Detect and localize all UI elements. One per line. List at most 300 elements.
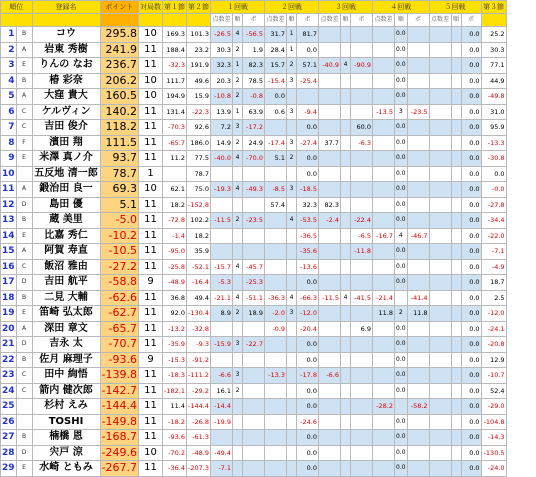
round-1-points[interactable]: -0.8 [243,89,265,105]
round-2-order[interactable]: 3 [287,306,297,322]
league-cell[interactable]: C [16,368,32,384]
round-5-score[interactable] [429,120,451,136]
round-4-score[interactable]: 11.8 [373,306,395,322]
league-cell[interactable]: A [16,321,32,337]
session-1-score[interactable]: 18.2 [163,197,187,213]
round-4-points[interactable] [407,244,429,260]
round-2-order[interactable] [287,197,297,213]
league-cell[interactable]: E [16,58,32,74]
total-points[interactable]: 5.1 [100,197,138,213]
header-rank[interactable]: 順位 [1,1,33,14]
round-5-points[interactable]: 0.0 [461,228,481,244]
round-2-points[interactable]: -18.5 [297,182,319,198]
round-1-order[interactable] [233,414,243,430]
round-2-score[interactable]: -36.3 [265,290,287,306]
round-3-order[interactable] [341,321,351,337]
round-3-score[interactable] [319,151,341,167]
round-4-order[interactable]: 0.0 [395,58,408,74]
round-5-order[interactable] [451,368,461,384]
round-2-order[interactable] [287,352,297,368]
round-5-points[interactable]: 0.0 [461,321,481,337]
player-name[interactable]: 鍛治田 良一 [32,182,100,198]
round-2-order[interactable] [287,430,297,446]
round-3-points[interactable]: 6.9 [351,321,373,337]
round-3-order[interactable] [341,259,351,275]
round-4-score[interactable] [373,445,395,461]
round-2-score[interactable]: -17.4 [265,135,287,151]
session-2-score[interactable]: 186.0 [187,135,211,151]
round-4-order[interactable]: 0.0 [395,182,408,198]
session-3-score[interactable]: 18.7 [481,275,506,291]
round-5-points[interactable]: 0.0 [461,445,481,461]
total-points[interactable]: 140.2 [100,104,138,120]
league-cell[interactable]: F [16,135,32,151]
round-3-points[interactable] [351,104,373,120]
round-4-order[interactable]: 0.0 [395,151,408,167]
round-1-order[interactable]: 2 [233,89,243,105]
session-2-score[interactable]: -9.3 [187,337,211,353]
round-4-points[interactable]: -23.5 [407,104,429,120]
round-3-score[interactable] [319,337,341,353]
round-2-points[interactable]: 0.0 [297,337,319,353]
session-2-score[interactable]: -32.8 [187,321,211,337]
player-name[interactable]: 大窪 貴大 [32,89,100,105]
round-2-order[interactable] [287,383,297,399]
round-5-points[interactable]: 0.0 [461,58,481,74]
total-points[interactable]: 118.2 [100,120,138,136]
round-3-score[interactable]: 37.7 [319,135,341,151]
round-2-score[interactable] [265,275,287,291]
round-2-score[interactable]: 15.7 [265,58,287,74]
round-3-points[interactable] [351,368,373,384]
round-2-order[interactable]: 3 [287,182,297,198]
player-name[interactable]: 吉田 俊介 [32,120,100,136]
player-name[interactable]: 田中 絢悟 [32,368,100,384]
round-1-score[interactable]: 13.9 [211,104,233,120]
games-count[interactable]: 11 [139,135,163,151]
round-5-score[interactable] [429,383,451,399]
round-3-score[interactable] [319,89,341,105]
round-3-score[interactable] [319,120,341,136]
league-cell[interactable]: E [16,228,32,244]
round-3-points[interactable] [351,399,373,415]
round-4-points[interactable] [407,197,429,213]
total-points[interactable]: 69.3 [100,182,138,198]
session-3-score[interactable]: -22.0 [481,228,506,244]
rank-cell[interactable]: 10 [1,166,17,182]
round-4-points[interactable] [407,259,429,275]
session-3-score[interactable]: -24.1 [481,321,506,337]
games-count[interactable]: 10 [139,182,163,198]
round-2-score[interactable] [265,120,287,136]
round-5-order[interactable] [451,58,461,74]
round-3-score[interactable] [319,27,341,43]
round-1-score[interactable] [211,352,233,368]
round-3-order[interactable] [341,461,351,477]
session-3-score[interactable]: -13.3 [481,135,506,151]
rank-cell[interactable]: 29 [1,461,17,477]
round-1-order[interactable]: 4 [233,27,243,43]
round-5-points[interactable]: 0.0 [461,306,481,322]
rank-cell[interactable]: 6 [1,104,17,120]
round-1-points[interactable] [243,414,265,430]
round-4-order[interactable]: 0.0 [395,244,408,260]
round-4-score[interactable] [373,275,395,291]
total-points[interactable]: -5.0 [100,213,138,229]
round-3-score[interactable] [319,414,341,430]
total-points[interactable]: -27.2 [100,259,138,275]
round-3-score[interactable] [319,399,341,415]
round-3-points[interactable]: -11.8 [351,244,373,260]
league-cell[interactable]: B [16,290,32,306]
round-3-order[interactable] [341,182,351,198]
games-count[interactable]: 10 [139,89,163,105]
league-cell[interactable]: E [16,151,32,167]
round-3-points[interactable] [351,306,373,322]
round-3-points[interactable]: -41.5 [351,290,373,306]
session-2-score[interactable]: 23.2 [187,42,211,58]
round-2-points[interactable]: -53.5 [297,213,319,229]
session-1-score[interactable]: -70.3 [163,120,187,136]
round-3-points[interactable] [351,430,373,446]
header-round-4[interactable]: ４回戦 [373,1,430,14]
round-5-order[interactable] [451,182,461,198]
player-name[interactable]: 吉永 太 [32,337,100,353]
rank-cell[interactable]: 14 [1,228,17,244]
player-name[interactable]: 島田 優 [32,197,100,213]
round-2-points[interactable]: -17.8 [297,368,319,384]
round-5-order[interactable] [451,135,461,151]
round-4-score[interactable]: -16.7 [373,228,395,244]
round-1-points[interactable]: -49.3 [243,182,265,198]
round-4-order[interactable] [395,290,408,306]
round-3-order[interactable] [341,352,351,368]
round-5-points[interactable]: 0.0 [461,352,481,368]
round-2-points[interactable]: 0.0 [297,151,319,167]
round-4-score[interactable] [373,368,395,384]
round-2-points[interactable]: -36.5 [297,228,319,244]
round-2-order[interactable] [287,120,297,136]
session-1-score[interactable]: 36.8 [163,290,187,306]
round-2-score[interactable] [265,399,287,415]
session-1-score[interactable]: 111.7 [163,73,187,89]
header-session-2[interactable]: 第２節 [187,1,211,14]
rank-cell[interactable]: 15 [1,244,17,260]
round-3-points[interactable] [351,275,373,291]
round-3-order[interactable] [341,244,351,260]
round-1-points[interactable] [243,352,265,368]
round-2-order[interactable]: 1 [287,27,297,43]
round-3-points[interactable] [351,414,373,430]
round-1-order[interactable]: 4 [233,151,243,167]
session-3-score[interactable]: -4.9 [481,259,506,275]
round-1-score[interactable]: -15.9 [211,337,233,353]
total-points[interactable]: -139.8 [101,368,137,382]
round-4-points[interactable] [407,352,429,368]
round-1-order[interactable] [233,166,243,182]
round-3-points[interactable] [351,42,373,58]
rank-cell[interactable]: 20 [1,321,17,337]
round-4-order[interactable]: 0.0 [395,135,408,151]
round-1-order[interactable]: 4 [233,290,243,306]
round-4-points[interactable]: -58.2 [407,399,429,415]
round-4-points[interactable]: -41.4 [407,290,429,306]
rank-cell[interactable]: 24 [1,383,17,399]
round-1-order[interactable]: 2 [233,73,243,89]
round-4-score[interactable] [373,430,395,446]
league-cell[interactable]: B [16,213,32,229]
session-3-score[interactable]: -30.8 [481,151,506,167]
total-points[interactable]: -62.6 [100,290,138,306]
round-1-score[interactable] [211,321,233,337]
total-points[interactable]: -93.6 [100,352,138,368]
round-3-points[interactable] [351,73,373,89]
round-2-score[interactable]: -13.3 [265,368,287,384]
round-5-order[interactable] [451,197,461,213]
header-round-1[interactable]: １回戦 [211,1,265,14]
round-5-score[interactable] [429,259,451,275]
round-4-points[interactable] [407,120,429,136]
league-cell[interactable]: A [16,244,32,260]
round-5-order[interactable] [451,42,461,58]
round-4-order[interactable]: 0.0 [395,383,408,399]
rank-cell[interactable]: 23 [1,368,17,384]
round-2-order[interactable]: 3 [287,73,297,89]
player-name[interactable]: 濱田 翔 [32,135,100,151]
round-2-points[interactable]: -25.4 [297,73,319,89]
round-4-order[interactable]: 0.0 [395,430,408,446]
session-1-score[interactable]: -13.2 [163,321,187,337]
round-1-points[interactable] [243,445,265,461]
rank-cell[interactable]: 18 [1,290,17,306]
round-2-order[interactable] [287,228,297,244]
round-1-points[interactable] [243,228,265,244]
round-1-order[interactable] [233,445,243,461]
round-4-order[interactable]: 4 [395,228,408,244]
session-2-score[interactable]: -61.3 [187,430,211,446]
games-count[interactable]: 11 [139,259,163,275]
round-1-score[interactable]: 30.3 [211,42,233,58]
round-3-points[interactable]: 60.0 [351,120,373,136]
total-points[interactable]: 241.9 [100,42,138,58]
total-points[interactable]: -144.4 [101,399,137,413]
round-4-score[interactable]: -13.5 [373,104,395,120]
league-cell[interactable]: C [16,120,32,136]
round-3-order[interactable] [341,306,351,322]
session-3-score[interactable]: -104.8 [481,414,506,430]
round-1-points[interactable]: -51.1 [243,290,265,306]
rank-cell[interactable]: 3 [1,58,17,74]
session-2-score[interactable]: -207.3 [187,461,211,477]
round-3-score[interactable] [319,104,341,120]
round-3-order[interactable] [341,275,351,291]
round-5-score[interactable] [429,321,451,337]
round-3-order[interactable] [341,337,351,353]
rank-cell[interactable]: 5 [1,89,17,105]
round-4-points[interactable] [407,89,429,105]
round-1-order[interactable]: 4 [233,259,243,275]
round-5-points[interactable]: 0.0 [461,73,481,89]
total-points[interactable]: -62.7 [100,306,138,322]
round-1-order[interactable] [233,197,243,213]
round-5-score[interactable] [429,275,451,291]
round-4-points[interactable] [407,430,429,446]
round-5-points[interactable]: 0.0 [461,430,481,446]
session-1-score[interactable]: -182.1 [163,383,187,399]
session-3-score[interactable]: -34.4 [481,213,506,229]
rank-cell[interactable]: 21 [1,337,17,353]
header-round-3[interactable]: ３回戦 [319,1,373,14]
rank-cell[interactable]: 1 [1,27,17,43]
round-1-score[interactable]: -7.1 [211,461,233,477]
session-2-score[interactable]: -29.2 [187,383,211,399]
player-name[interactable]: TOSHI [32,414,100,430]
session-2-score[interactable]: -22.3 [187,104,211,120]
total-points[interactable]: 160.5 [100,89,138,105]
round-1-order[interactable]: 1 [233,58,243,74]
round-1-score[interactable]: -6.6 [211,368,233,384]
games-count[interactable]: 11 [139,197,163,213]
session-1-score[interactable]: -70.2 [163,445,187,461]
round-5-points[interactable]: 0.0 [461,166,481,182]
round-1-score[interactable] [211,430,233,446]
league-cell[interactable]: C [16,104,32,120]
rank-cell[interactable]: 4 [1,73,17,89]
session-3-score[interactable]: 12.9 [481,352,506,368]
round-1-score[interactable]: -21.1 [211,290,233,306]
round-5-order[interactable] [451,228,461,244]
round-1-score[interactable]: -19.9 [211,414,233,430]
round-2-order[interactable] [287,275,297,291]
round-2-points[interactable]: 0.0 [297,42,319,58]
player-name[interactable]: 深田 章文 [32,321,100,337]
round-5-score[interactable] [429,104,451,120]
round-1-score[interactable]: -19.3 [211,182,233,198]
round-5-score[interactable] [429,368,451,384]
round-5-score[interactable] [429,290,451,306]
player-name[interactable]: 阿賀 寿直 [32,244,100,260]
rank-cell[interactable]: 11 [1,182,17,198]
round-5-score[interactable] [429,58,451,74]
player-name[interactable]: 佐月 麻理子 [32,352,100,368]
round-5-score[interactable] [429,166,451,182]
round-1-score[interactable] [211,228,233,244]
round-3-order[interactable] [341,120,351,136]
round-3-score[interactable] [319,182,341,198]
session-1-score[interactable]: -18.2 [163,414,187,430]
round-3-order[interactable] [341,368,351,384]
round-4-order[interactable]: 0.0 [395,368,408,384]
games-count[interactable]: 11 [139,58,163,74]
round-5-score[interactable] [429,213,451,229]
games-count[interactable]: 10 [139,445,163,461]
round-1-score[interactable] [211,244,233,260]
round-1-score[interactable]: 32.3 [211,58,233,74]
total-points[interactable]: -65.7 [100,321,138,337]
session-3-score[interactable]: -20.8 [481,337,506,353]
session-1-score[interactable]: -15.3 [163,352,187,368]
games-count[interactable]: 11 [139,213,163,229]
games-count[interactable]: 1 [139,166,163,182]
round-1-points[interactable]: -23.5 [243,213,265,229]
round-4-score[interactable] [373,197,395,213]
round-4-points[interactable] [407,27,429,43]
round-4-points[interactable]: 11.8 [407,306,429,322]
player-name[interactable]: 比嘉 秀仁 [32,228,100,244]
league-cell[interactable]: B [16,352,32,368]
round-4-order[interactable]: 3 [395,104,408,120]
session-3-score[interactable]: -49.8 [481,89,506,105]
rank-cell[interactable]: 28 [1,445,17,461]
round-3-score[interactable]: -2.4 [319,213,341,229]
round-5-points[interactable]: 0.0 [461,120,481,136]
round-4-points[interactable] [407,135,429,151]
round-1-order[interactable]: 2 [233,42,243,58]
round-1-score[interactable]: -14.4 [211,399,233,415]
round-5-order[interactable] [451,27,461,43]
round-3-order[interactable] [341,430,351,446]
total-points[interactable]: 206.2 [100,73,138,89]
round-4-order[interactable]: 0.0 [395,27,408,43]
round-3-points[interactable] [351,166,373,182]
round-3-order[interactable] [341,135,351,151]
round-4-points[interactable] [407,445,429,461]
games-count[interactable]: 10 [139,27,163,43]
round-3-score[interactable] [319,228,341,244]
round-1-points[interactable]: -22.7 [243,337,265,353]
session-2-score[interactable]: -48.9 [187,445,211,461]
round-2-order[interactable] [287,337,297,353]
session-2-score[interactable]: 49.6 [187,73,211,89]
round-3-order[interactable] [341,228,351,244]
round-4-score[interactable] [373,120,395,136]
round-1-order[interactable]: 1 [233,104,243,120]
round-4-order[interactable]: 0.0 [395,197,408,213]
session-2-score[interactable]: 77.5 [187,151,211,167]
round-2-order[interactable] [287,414,297,430]
round-1-points[interactable] [243,399,265,415]
session-3-score[interactable]: 31.0 [481,104,506,120]
session-2-score[interactable]: 191.9 [187,58,211,74]
round-2-score[interactable]: -8.5 [265,182,287,198]
round-4-points[interactable] [407,414,429,430]
round-4-score[interactable] [373,182,395,198]
league-cell[interactable]: E [16,461,32,477]
round-5-order[interactable] [451,259,461,275]
session-1-score[interactable]: 92.0 [163,306,187,322]
round-5-order[interactable] [451,213,461,229]
total-points[interactable]: 111.5 [100,135,138,151]
session-3-score[interactable]: -0.0 [481,182,506,198]
round-4-order[interactable]: 2 [395,306,408,322]
round-1-points[interactable] [243,430,265,446]
round-2-score[interactable] [265,383,287,399]
round-1-points[interactable] [243,383,265,399]
header-round-5[interactable]: ５回戦 [429,1,481,14]
player-name[interactable]: 椿 彩奈 [32,73,100,89]
player-name[interactable]: 蔵 美里 [32,213,100,229]
round-1-score[interactable]: -10.8 [211,89,233,105]
round-1-order[interactable]: 2 [233,135,243,151]
session-1-score[interactable] [163,166,187,182]
round-5-score[interactable] [429,352,451,368]
round-2-score[interactable]: -0.9 [265,321,287,337]
session-3-score[interactable]: -14.3 [481,430,506,446]
round-1-score[interactable]: 14.9 [211,135,233,151]
player-name[interactable]: 笛崎 弘太郎 [32,306,100,322]
round-4-points[interactable] [407,213,429,229]
session-2-score[interactable]: -26.8 [187,414,211,430]
